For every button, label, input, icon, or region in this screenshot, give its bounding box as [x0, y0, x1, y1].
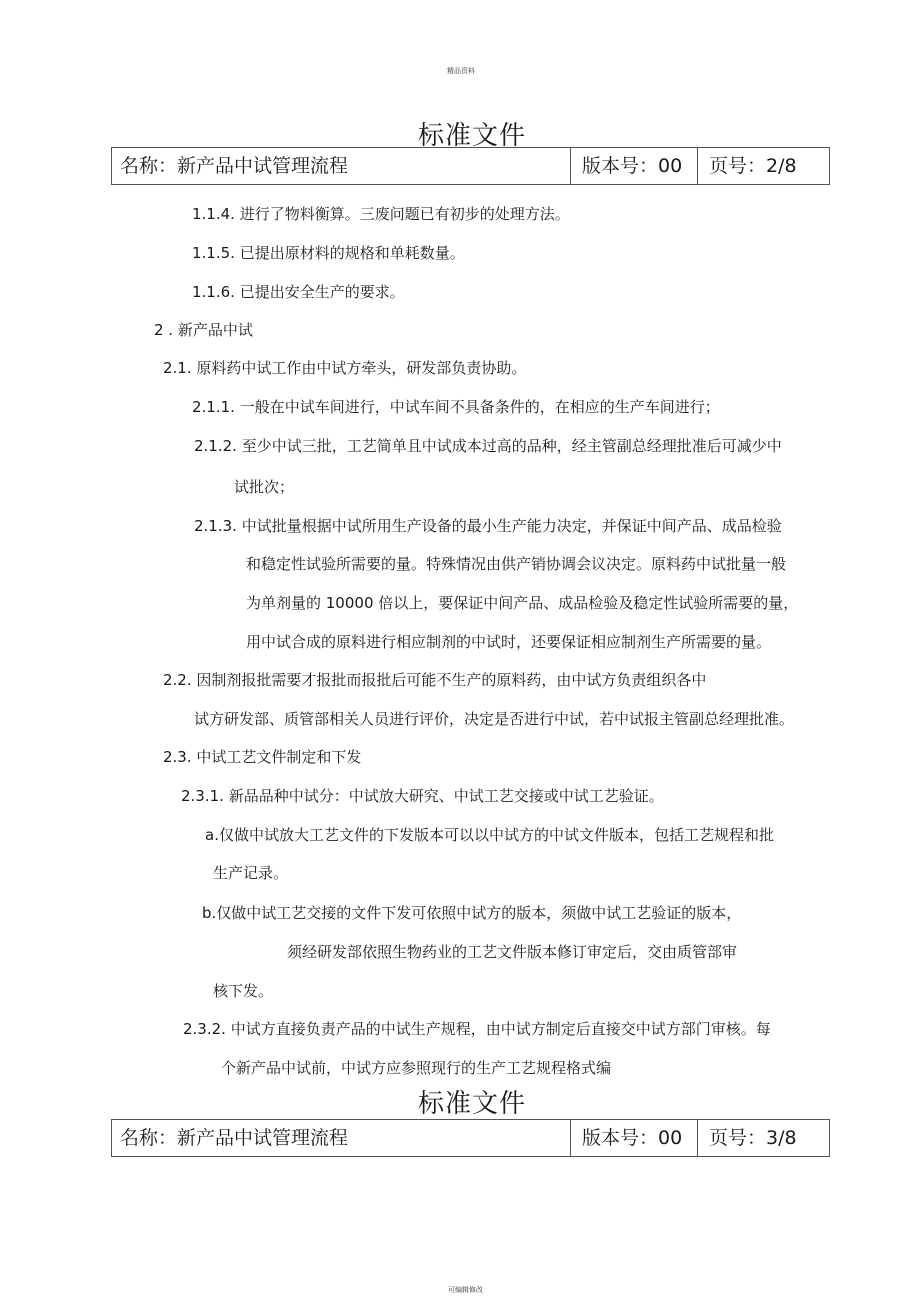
table-divider: [570, 1120, 571, 1156]
clause-2-2-cont: 试方研发部、质管部相关人员进行评价，决定是否进行中试，若中试报主管副总经理批准。: [194, 710, 795, 728]
clause-2-3-1-a-cont: 生产记录。: [213, 864, 289, 882]
clause-2-3-2: 2.3.2. 中试方直接负责产品的中试生产规程，由中试方制定后直接交中试方部门审核。每: [183, 1020, 771, 1038]
clause-2-1-3-cont: 和稳定性试验所需要的量。特殊情况由供产销协调会议决定。原料药中试批量一般: [246, 555, 787, 573]
bottom-note: 可编辑修改: [448, 1286, 483, 1294]
clause-1-1-4: 1.1.4. 进行了物料衡算。三废问题已有初步的处理方法。: [192, 205, 570, 223]
clause-2-1: 2.1. 原料药中试工作由中试方牵头，研发部负责协助。: [163, 359, 527, 377]
page-number: 页号：3/8: [709, 1127, 797, 1149]
clause-2-1-3-cont: 为单剂量的 10000 倍以上，要保证中间产品、成品检验及稳定性试验所需要的量，: [246, 594, 799, 612]
clause-1-1-5: 1.1.5. 已提出原材料的规格和单耗数量。: [192, 244, 465, 262]
clause-2-1-2: 2.1.2. 至少中试三批，工艺简单且中试成本过高的品种，经主管副总经理批准后可减少中: [194, 437, 782, 455]
table-divider: [697, 1120, 698, 1156]
clause-2-2: 2.2. 因制剂报批需要才报批而报批后可能不生产的原料药，由中试方负责组织各中: [163, 671, 707, 689]
clause-2-3-1-a: a.仅做中试放大工艺文件的下发版本可以以中试方的中试文件版本，包括工艺规程和批: [205, 826, 774, 844]
section-2-heading: 2 . 新产品中试: [154, 321, 253, 339]
clause-2-3: 2.3. 中试工艺文件制定和下发: [163, 748, 362, 766]
clause-2-3-2-cont: 个新产品中试前，中试方应参照现行的生产工艺规程格式编: [221, 1059, 612, 1077]
document-title: 标准文件: [418, 1089, 527, 1119]
clause-2-1-3-cont: 用中试合成的原料进行相应制剂的中试时，还要保证相应制剂生产所需要的量。: [246, 633, 772, 651]
header-table: [111, 147, 830, 185]
clause-2-3-1-b: b.仅做中试工艺交接的文件下发可依照中试方的版本，须做中试工艺验证的版本，: [202, 904, 742, 922]
page-number: 页号：2/8: [709, 155, 797, 177]
header-table: [111, 1119, 830, 1157]
table-divider: [697, 148, 698, 184]
document-name: 名称：新产品中试管理流程: [120, 1127, 349, 1149]
version-number: 版本号：00: [582, 155, 683, 177]
clause-2-3-1: 2.3.1. 新品品种中试分：中试放大研究、中试工艺交接或中试工艺验证。: [181, 787, 664, 805]
clause-2-1-1: 2.1.1. 一般在中试车间进行，中试车间不具备条件的，在相应的生产车间进行；: [192, 398, 720, 416]
document-name: 名称：新产品中试管理流程: [120, 155, 349, 177]
clause-2-3-1-b-cont: 核下发。: [213, 982, 274, 1000]
clause-1-1-6: 1.1.6. 已提出安全生产的要求。: [192, 283, 405, 301]
clause-2-1-3: 2.1.3. 中试批量根据中试所用生产设备的最小生产能力决定，并保证中间产品、成品检验: [194, 517, 782, 535]
clause-2-1-2-cont: 试批次；: [234, 478, 295, 496]
clause-2-3-1-b-cont: 须经研发部依照生物药业的工艺文件版本修订审定后，交由质管部审: [287, 943, 738, 961]
document-title: 标准文件: [418, 121, 527, 151]
table-divider: [570, 148, 571, 184]
version-number: 版本号：00: [582, 1127, 683, 1149]
top-note: 精品资料: [447, 67, 475, 75]
